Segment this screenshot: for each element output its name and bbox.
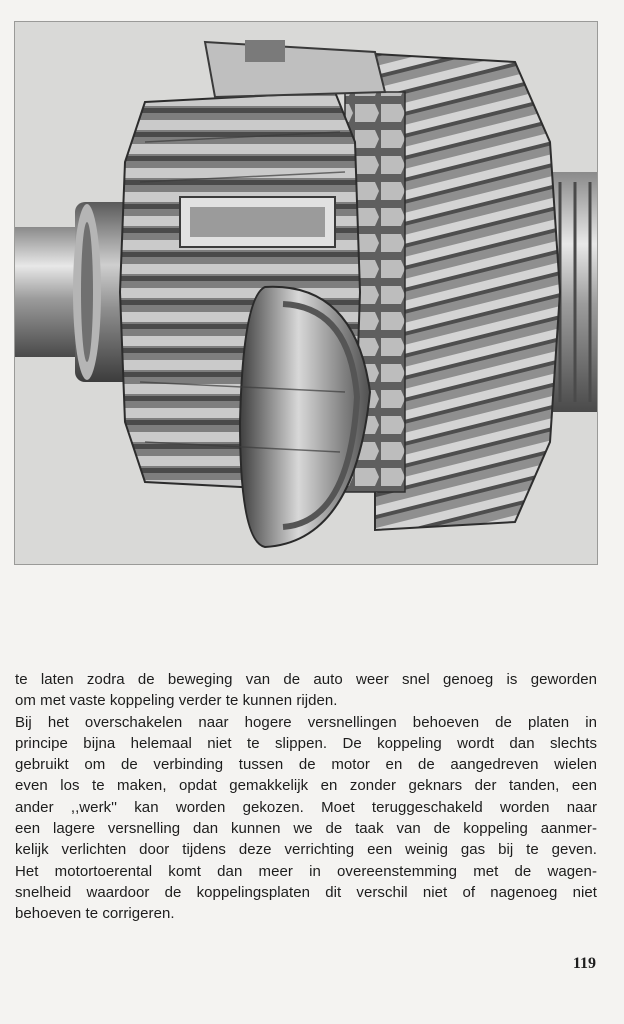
text-line: even los te maken, opdat gemakkelijk en zonder geknars der tanden, een	[15, 777, 597, 795]
page-number: 119	[572, 955, 596, 972]
text-line: snelheid waardoor de koppelingsplaten dit verschil niet of nagenoeg niet	[15, 883, 597, 901]
text-line: gebruikt om de verbinding tussen de motor en de aangedreven wielen	[15, 756, 597, 774]
text-line: ander ,,werk'' kan worden gekozen. Moet teruggeschakeld worden naar	[15, 798, 597, 816]
text-line: kelijk verlichten door tijdens deze verrichting een weinig gas bij te geven.	[15, 841, 597, 859]
text-line: Bij het overschakelen naar hogere versnellingen behoeven de platen in	[15, 713, 597, 731]
text-line: behoeven te corrigeren.	[15, 905, 175, 923]
text-line: om met vaste koppeling verder te kunnen rijden.	[15, 692, 338, 710]
text-line: Het motortoerental komt dan meer in overeenstemming met de wagen-	[15, 862, 597, 880]
text-line: principe bijna helemaal niet te slippen. De koppeling wordt dan slechts	[15, 734, 597, 752]
gear-assembly-illustration	[15, 22, 597, 564]
text-line: te laten zodra de beweging van de auto weer snel genoeg is geworden	[15, 671, 597, 688]
gear-assembly-photo	[14, 21, 598, 565]
text-line: een lagere versnelling dan kunnen we de taak van de koppeling aanmer-	[15, 820, 597, 838]
body-text	[15, 669, 597, 925]
